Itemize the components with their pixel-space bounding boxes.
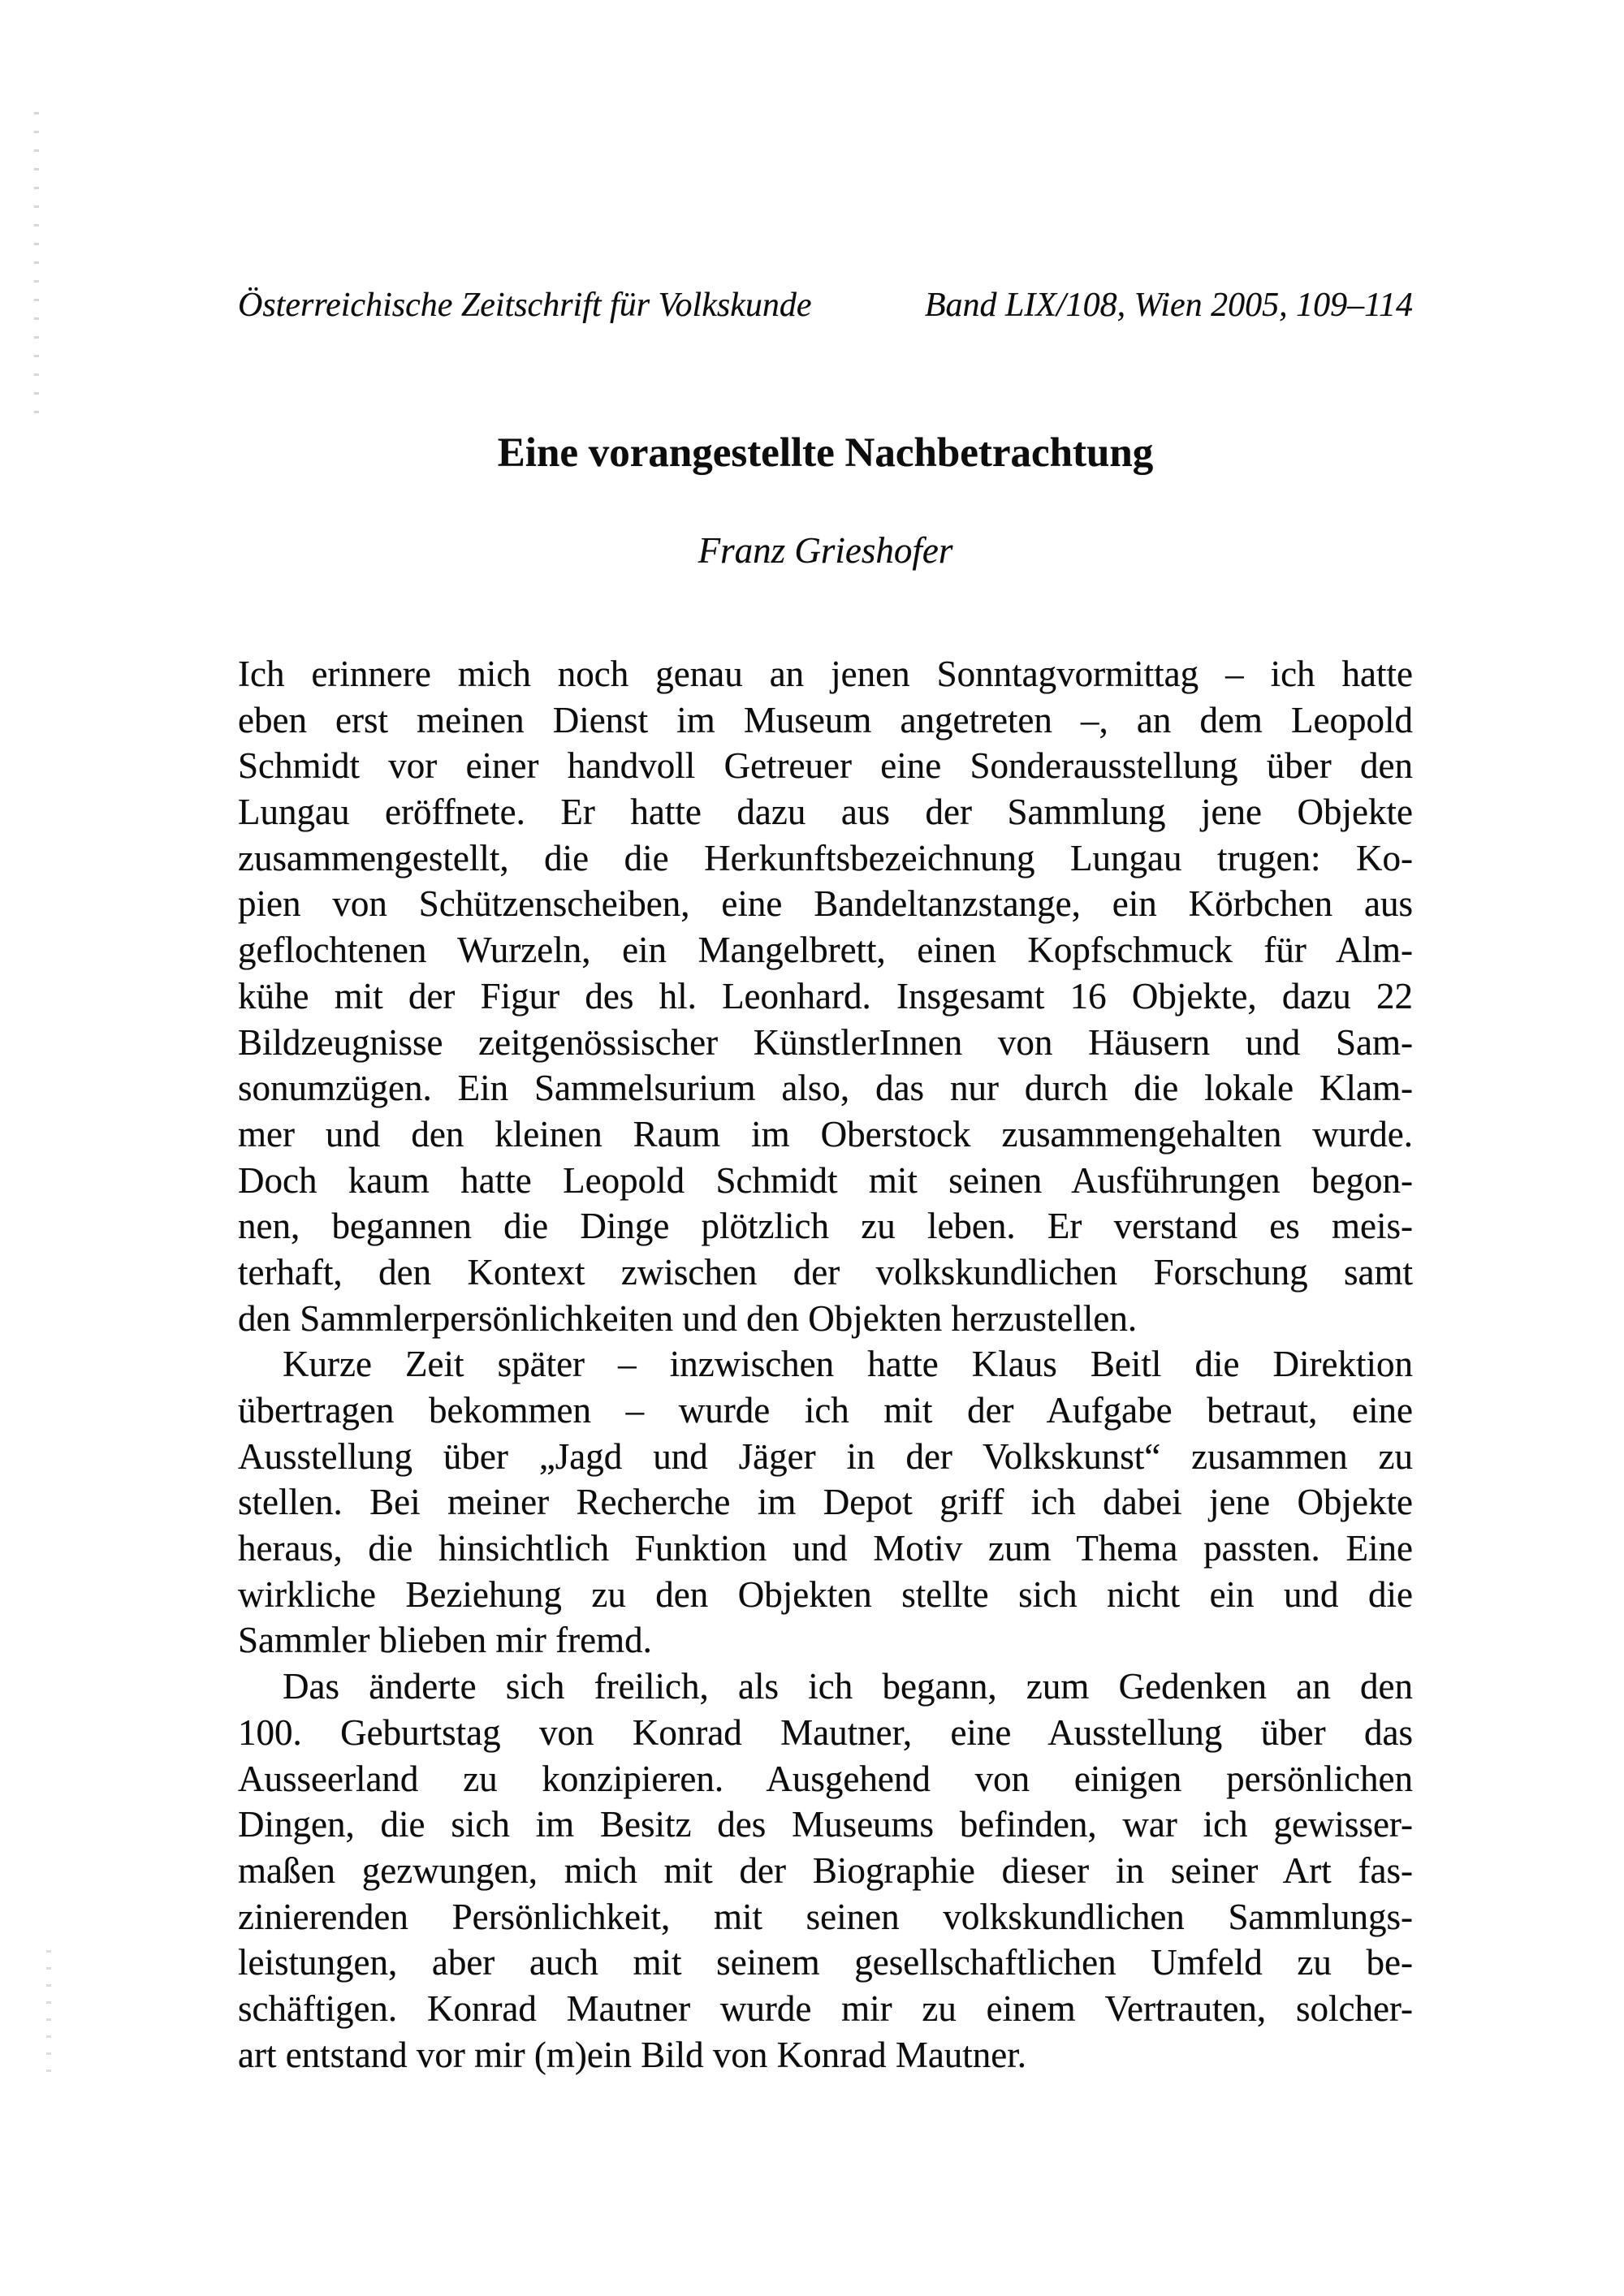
body-line: stellen. Bei meiner Recherche im Depot griff ich dabei jene Objekte bbox=[238, 1482, 1413, 1523]
body-line: 100. Geburtstag von Konrad Mautner, eine Ausstellung über das bbox=[238, 1711, 1413, 1753]
body-line: übertragen bekommen – wurde ich mit der Aufgabe betraut, eine bbox=[238, 1390, 1413, 1431]
body-line: Bildzeugnisse zeitgenössischer KünstlerInnen von Häusern und Sam- bbox=[238, 1021, 1413, 1063]
body-line: Sammler blieben mir fremd. bbox=[238, 1620, 652, 1661]
body-line: geflochtenen Wurzeln, ein Mangelbrett, einen Kopfschmuck für Alm- bbox=[238, 930, 1413, 971]
scan-artifact-dots-bottom bbox=[46, 1950, 51, 2084]
body-line: Schmidt vor einer handvoll Getreuer eine Sonderausstellung über den bbox=[238, 745, 1413, 787]
body-line: heraus, die hinsichtlich Funktion und Motiv zum Thema passten. Eine bbox=[238, 1528, 1413, 1569]
body-line: zinierenden Persönlichkeit, mit seinen volkskundlichen Sammlungs- bbox=[238, 1896, 1413, 1937]
article-author: Franz Grieshofer bbox=[698, 530, 953, 571]
body-line: wirkliche Beziehung zu den Objekten stellte sich nicht ein und die bbox=[238, 1573, 1413, 1615]
body-line: mer und den kleinen Raum im Oberstock zusammengehalten wurde. bbox=[238, 1113, 1413, 1154]
body-line: sonumzügen. Ein Sammelsurium also, das nur durch die lokale Klam- bbox=[238, 1068, 1413, 1109]
article-title: Eine vorangestellte Nachbetrachtung bbox=[497, 430, 1154, 476]
body-line: art entstand vor mir (m)ein Bild von Konrad Mautner. bbox=[238, 2034, 1027, 2075]
body-line: Ausstellung über „Jagd und Jäger in der Volkskunst“ zusammen zu bbox=[238, 1435, 1413, 1477]
article-body bbox=[238, 651, 1413, 2078]
body-line: pien von Schützenscheiben, eine Bandeltanzstange, ein Körbchen aus bbox=[238, 883, 1413, 925]
body-line: nen, begannen die Dinge plötzlich zu leben. Er verstand es meis- bbox=[238, 1206, 1413, 1247]
journal-name: Österreichische Zeitschrift für Volkskunde bbox=[238, 287, 812, 324]
scan-artifact-dots-top bbox=[34, 112, 39, 427]
body-line: eben erst meinen Dienst im Museum angetreten –, an dem Leopold bbox=[238, 699, 1413, 740]
body-line: zusammengestellt, die die Herkunftsbezeichnung Lungau trugen: Ko- bbox=[238, 837, 1413, 878]
body-line: terhaft, den Kontext zwischen der volkskundlichen Forschung samt bbox=[238, 1251, 1413, 1293]
body-line: Ich erinnere mich noch genau an jenen Sonntagvormittag – ich hatte bbox=[238, 654, 1413, 694]
body-line: Ausseerland zu konzipieren. Ausgehend von einigen persönlichen bbox=[238, 1758, 1413, 1799]
body-line: Lungau eröffnete. Er hatte dazu aus der Sammlung jene Objekte bbox=[238, 792, 1413, 833]
body-line: maßen gezwungen, mich mit der Biographie dieser in seiner Art fas- bbox=[238, 1849, 1413, 1891]
body-line: kühe mit der Figur des hl. Leonhard. Insgesamt 16 Objekte, dazu 22 bbox=[238, 975, 1413, 1016]
body-line: Dingen, die sich im Besitz des Museums befinden, war ich gewisser- bbox=[238, 1804, 1413, 1845]
body-line: Kurze Zeit später – inzwischen hatte Klaus Beitl die Direktion bbox=[283, 1344, 1413, 1385]
body-line: schäftigen. Konrad Mautner wurde mir zu einem Vertrauten, solcher- bbox=[238, 1987, 1413, 2029]
body-line: Doch kaum hatte Leopold Schmidt mit seinen Ausführungen begon- bbox=[238, 1159, 1413, 1201]
body-line: leistungen, aber auch mit seinem gesellschaftlichen Umfeld zu be- bbox=[238, 1942, 1413, 1983]
body-line: den Sammlerpersönlichkeiten und den Objekten herzustellen. bbox=[238, 1297, 1138, 1339]
body-line: Das änderte sich freilich, als ich begann, zum Gedenken an den bbox=[283, 1666, 1413, 1707]
running-head bbox=[238, 286, 1413, 325]
issue-info: Band LIX/108, Wien 2005, 109–114 bbox=[924, 287, 1413, 324]
